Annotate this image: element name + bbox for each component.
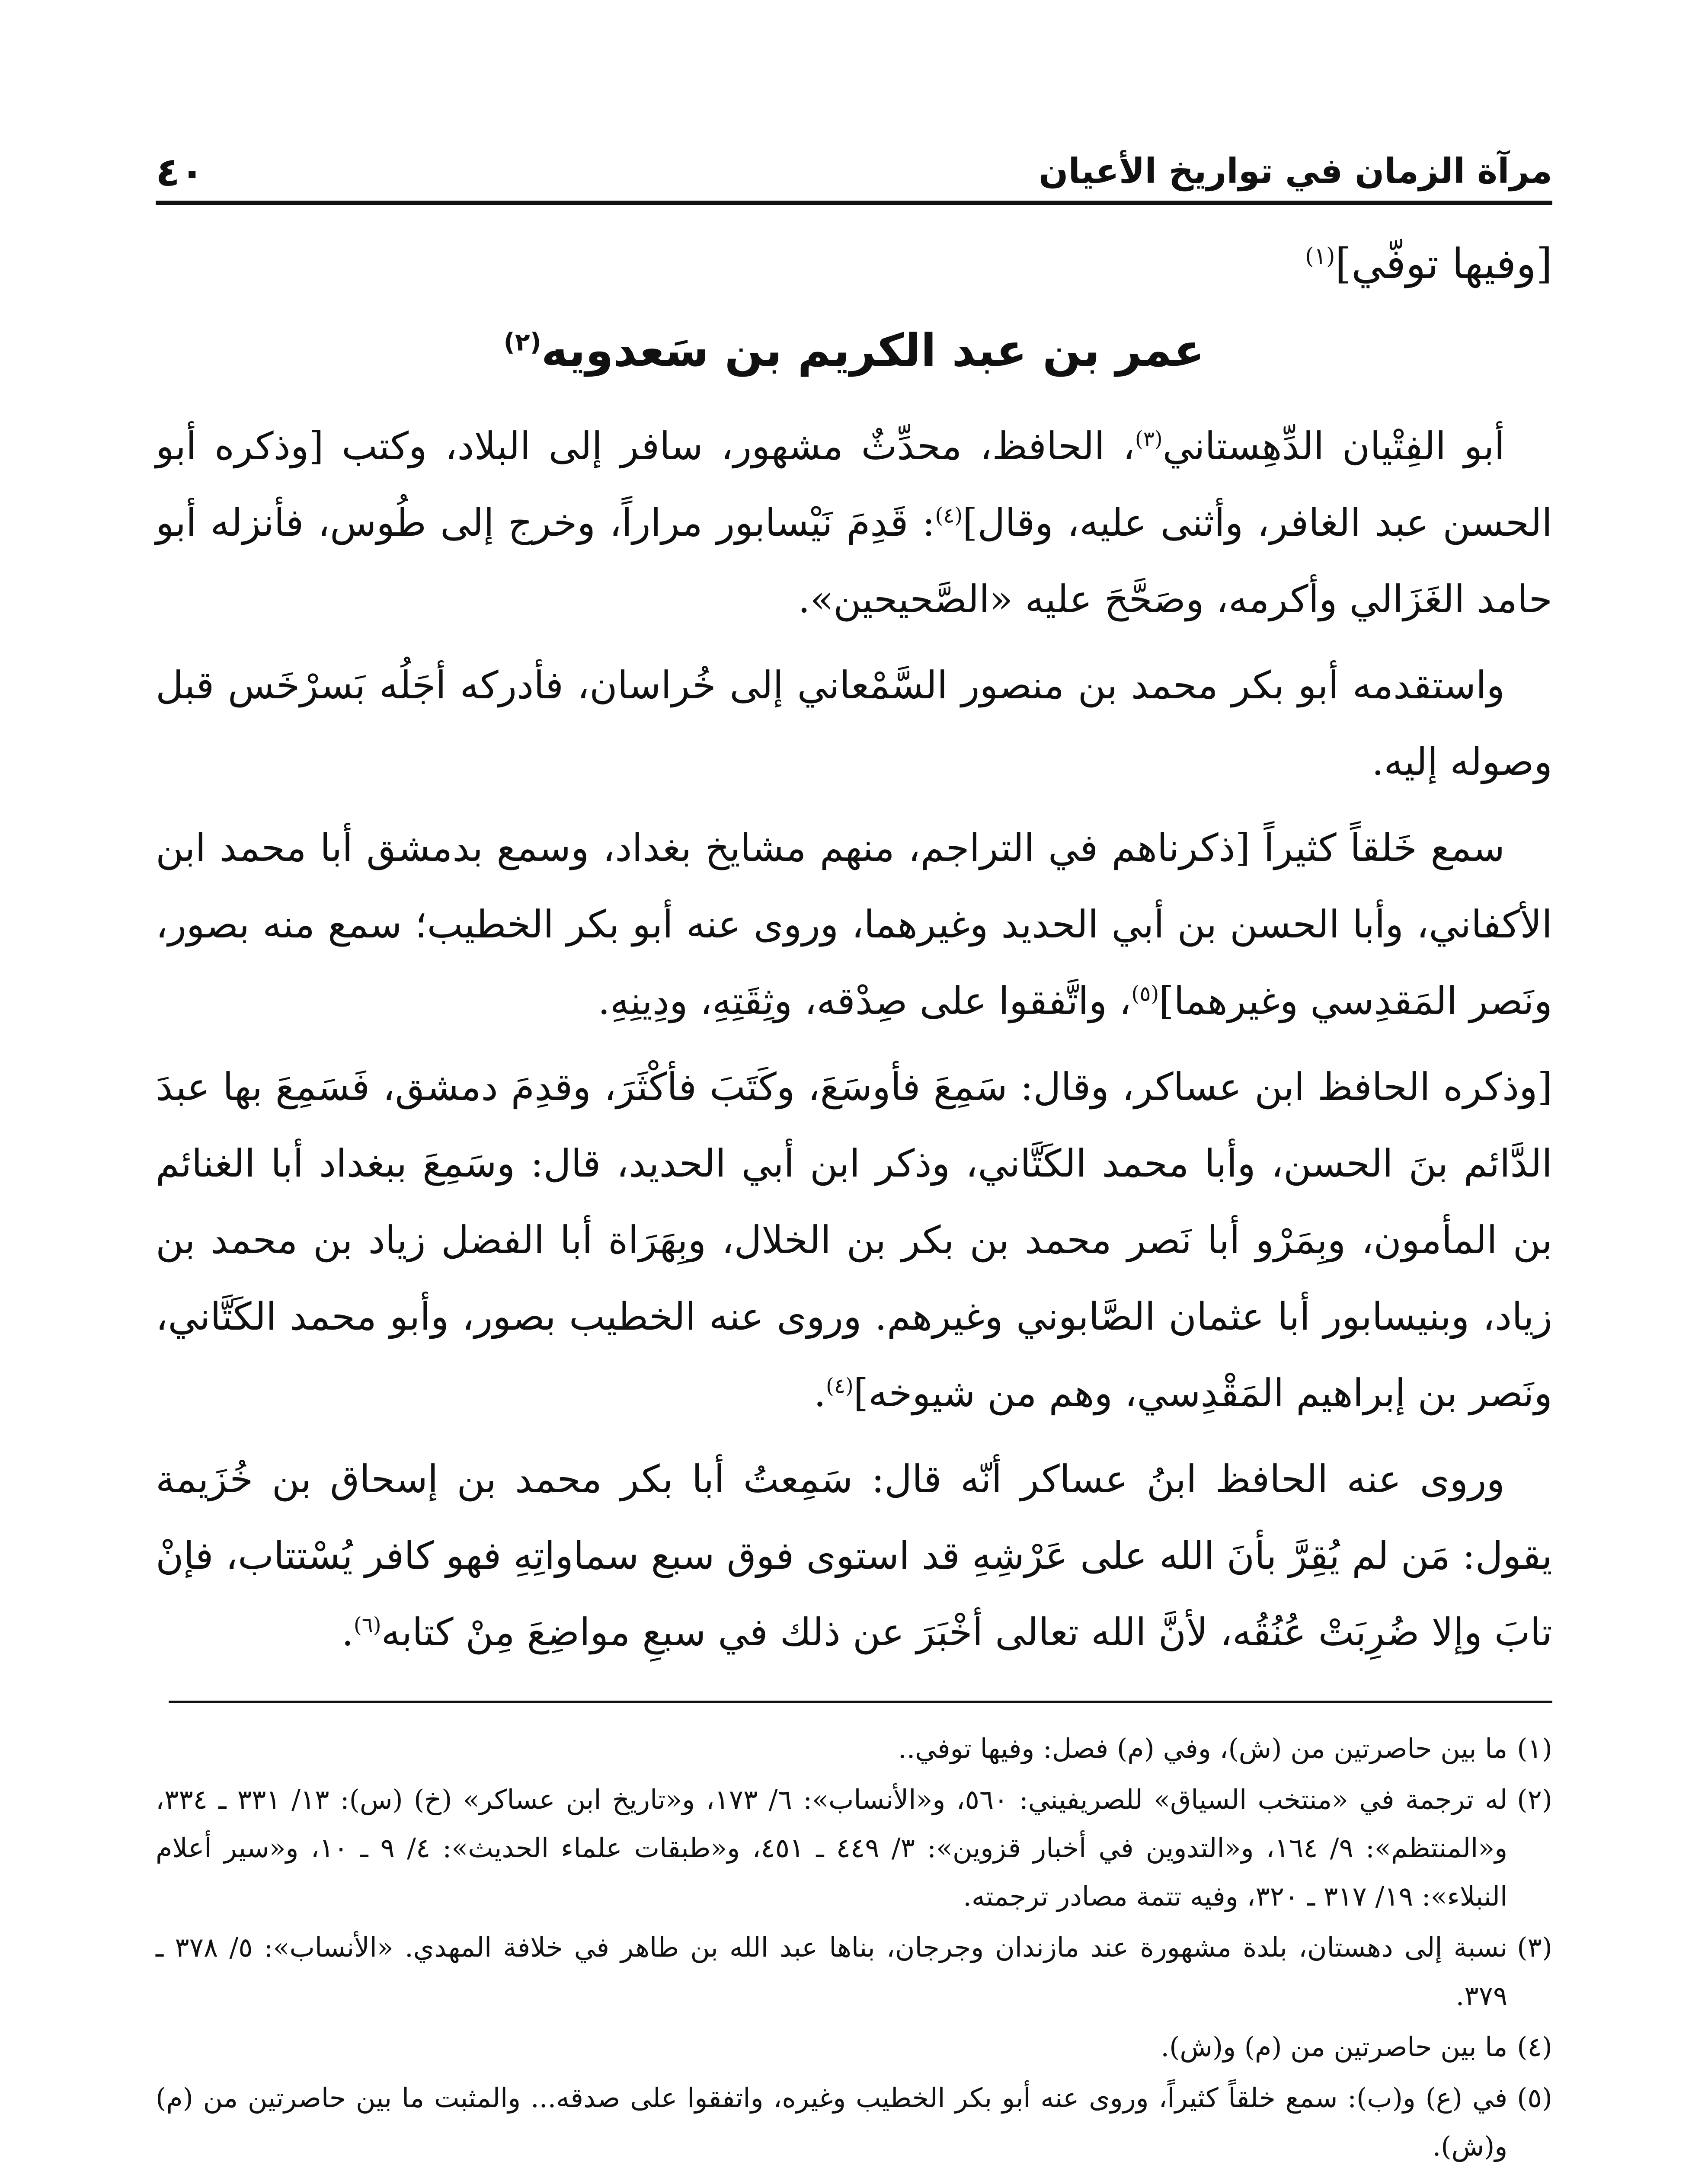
paragraph-text: واستقدمه أبو بكر محمد بن منصور السَّمْعاني إلى خُراسان، فأدركه أجَلُه بَسرْخَس قبل وصوله إليه.: [156, 663, 1552, 784]
paragraph: [156, 408, 1552, 637]
footnote: [156, 1724, 1552, 1773]
body-text: [156, 408, 1552, 1670]
footnote-number: (٥): [1517, 2082, 1552, 2114]
footnote-ref: (٥): [1131, 982, 1159, 1006]
footnotes: [156, 1724, 1552, 2162]
footnote-text: في (ع) و(ب): سمع خلقاً كثيراً، وروى عنه أبو بكر الخطيب وغيره، واتفقوا على صدقه... والمثبت ما بين حاصرتين من (م) و(ش).: [156, 2082, 1508, 2162]
section-note-text: [وفيها توفّي]: [1335, 240, 1552, 288]
paragraph-text: : قَدِمَ نَيْسابور مراراً، وخرج إلى طُوس، فأنزله أبو حامد الغَزَالي وأكرمه، وصَحَّحَ عليه «الصَّحيحين».: [156, 500, 1552, 622]
paragraph-text: .: [814, 1371, 826, 1416]
footnote-number: (٢): [1517, 1784, 1552, 1816]
paragraph: [156, 1049, 1552, 1431]
footnote-number: (٤): [1517, 2031, 1552, 2063]
footnote-ref: (٦): [353, 1613, 381, 1637]
running-header: [156, 143, 1552, 195]
paragraph-text: سمع خَلقاً كثيراً [ذكرناهم في التراجم، منهم مشايخ بغداد، وسمع بدمشق أبا محمد ابن الأكفاني، وأبا الحسن بن أبي الحديد وغيرهما، وروى عنه أبو بكر الخطيب؛ سمع منه بصور، ونَصر المَقدِسي وغيرهما]: [156, 825, 1552, 1023]
footnote-text: ما بين حاصرتين من (م) و(ش).: [1161, 2031, 1508, 2063]
paragraph: [156, 647, 1552, 800]
paragraph: [156, 809, 1552, 1039]
paragraph-text: وروى عنه الحافظ ابنُ عساكر أنّه قال: سَمِعتُ أبا بكر محمد بن إسحاق بن خُزَيمة يقول: مَن لم يُقِرَّ بأنَ الله على عَرْشِهِ قد استوى فوق سبع سماواتِهِ فهو كافر يُسْتتاب، فإنْ تابَ وإلا ضُرِبَتْ عُنُقُه، لأنَّ الله تعالى أخْبَرَ عن ذلك في سبعِ مواضِعَ مِنْ كتابه: [156, 1457, 1552, 1655]
footnote: [156, 1923, 1552, 2020]
page-number: ٤٠: [156, 149, 205, 195]
book-title: مرآة الزمان في تواريخ الأعيان: [1039, 151, 1552, 191]
footnote-text: ما بين حاصرتين من (ش)، وفي (م) فصل: وفيها توفي..: [898, 1733, 1508, 1765]
paragraph-text: ، واتَّفقوا على صِدْقه، وثِقَتِهِ، ودِينِهِ.: [598, 979, 1132, 1023]
footnote-ref: (٢): [503, 327, 541, 356]
paragraph-text: [وذكره الحافظ ابن عساكر، وقال: سَمِعَ فأوسَعَ، وكَتَبَ فأكْثَرَ، وقدِمَ دمشق، فَسَمِعَ بها عبدَ الدَّائم بنَ الحسن، وأبا محمد الكَتَّاني، وذكر ابن أبي الحديد، قال: وسَمِعَ ببغداد أبا الغنائم بن المأمون، وبِمَرْو أبا نَصر محمد بن بكر بن الخلال، وبِهَرَاة أبا الفضل زياد بن محمد بن زياد، وبنيسابور أبا عثمان الصَّابوني وغيرهم. وروى عنه الخطيب بصور، وأبو محمد الكَتَّاني، ونَصر بن إبراهيم المَقْدِسي، وهم من شيوخه]: [156, 1065, 1552, 1416]
footnote-text: له ترجمة في «منتخب السياق» للصريفيني: ٥٦٠، و«الأنساب»: ٦/ ١٧٣، و«تاريخ ابن عساكر» (خ) (س): ١٣/ ٣٣١ ـ ٣٣٤، و«المنتظم»: ٩/ ١٦٤، و«التدوين في أخبار قزوين»: ٣/ ٤٤٩ ـ ٤٥١، و«طبقات علماء الحديث»: ٤/ ٩ ـ ١٠، و«سير أعلام النبلاء»: ١٩/ ٣١٧ ـ ٣٢٠، وفيه تتمة مصادر ترجمته.: [156, 1784, 1508, 1913]
entry-title: [156, 319, 1552, 382]
footnote-ref: (١): [1305, 243, 1335, 269]
book-page: [156, 143, 1552, 2162]
paragraph-text: .: [341, 1610, 354, 1655]
paragraph-text: أبو الفِتْيان الدِّهِستاني: [1162, 424, 1505, 469]
footnote: [156, 2023, 1552, 2071]
footnote-ref: (٤): [825, 1374, 854, 1398]
footnote-number: (١): [1517, 1733, 1552, 1765]
entry-title-text: عمر بن عبد الكريم بن سَعدويه: [541, 323, 1205, 377]
footnote: [156, 1775, 1552, 1921]
footnote: [156, 2074, 1552, 2162]
footnote-text: نسبة إلى دهستان، بلدة مشهورة عند مازندان وجرجان، بناها عبد الله بن طاهر في خلافة المهدي. «الأنساب»: ٥/ ٣٧٨ ـ ٣٧٩.: [156, 1932, 1508, 2012]
paragraph: [156, 1441, 1552, 1670]
section-note: [156, 231, 1552, 297]
footnote-number: (٣): [1517, 1932, 1552, 1964]
footnote-separator: [169, 1701, 1552, 1703]
footnote-ref: (٣): [1135, 427, 1163, 451]
footnote-ref: (٤): [935, 503, 963, 528]
header-rule: [156, 201, 1552, 205]
paragraph-text: ، الحافظ، محدِّثٌ مشهور، سافر إلى البلاد، وكتب [وذكره أبو الحسن عبد الغافر، وأثنى عليه، وقال]: [156, 424, 1552, 545]
